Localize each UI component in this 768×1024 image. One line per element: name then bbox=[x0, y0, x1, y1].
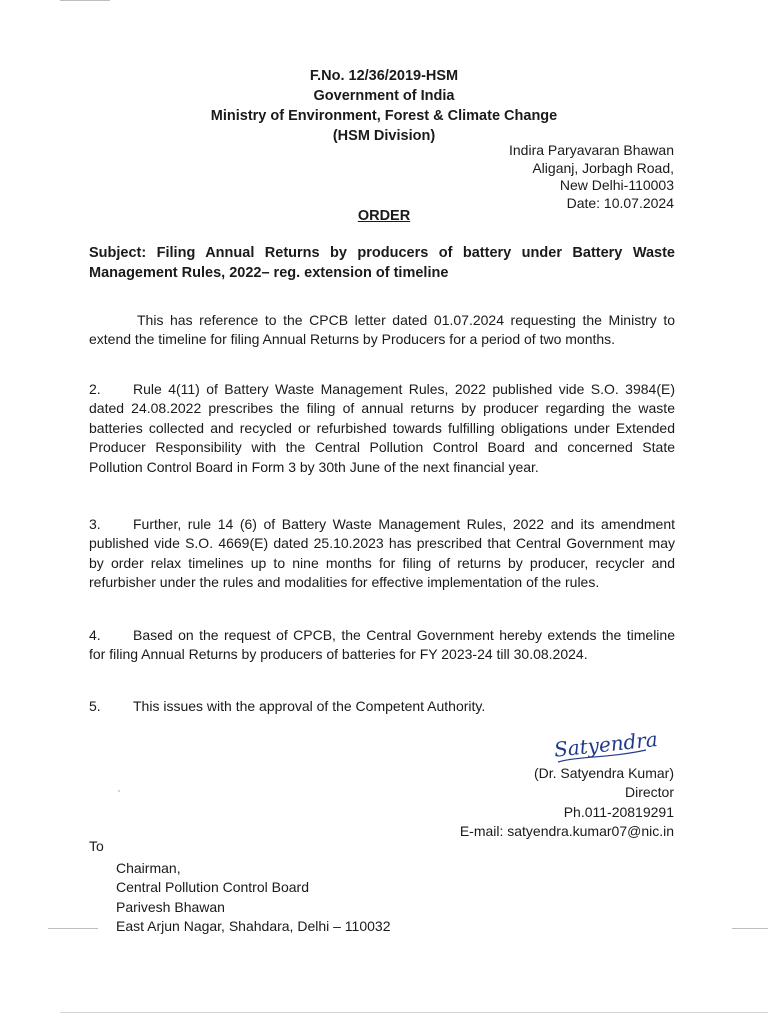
document-header bbox=[0, 66, 768, 146]
division-name: (HSM Division) bbox=[332, 128, 436, 144]
paragraph-4-text: Based on the request of CPCB, the Central Government hereby extends the timeline for filing Annual Returns by producers of batteries for FY 2023-24 till 30.08.2024. bbox=[89, 627, 675, 663]
subject-line: Subject: Filing Annual Returns by producers of battery under Battery Waste Management Rules, 2022– reg. extension of timeline bbox=[89, 245, 675, 281]
paragraph-5 bbox=[89, 697, 675, 716]
paragraph-4-number: 4. bbox=[89, 627, 101, 643]
government-name: Government of India bbox=[313, 88, 455, 104]
paragraph-1 bbox=[89, 311, 675, 350]
paragraph-5-number: 5. bbox=[89, 698, 101, 714]
paragraph-3 bbox=[89, 515, 675, 593]
signatory-designation: Director bbox=[624, 784, 674, 801]
recipient-line-4: East Arjun Nagar, Shahdara, Delhi – 110032 bbox=[116, 918, 391, 935]
recipient-address bbox=[116, 859, 390, 937]
paragraph-5-text: This issues with the approval of the Competent Authority. bbox=[133, 698, 486, 714]
office-address bbox=[509, 142, 674, 212]
recipient-line-1: Chairman, bbox=[116, 860, 181, 876]
paragraph-1-text: This has reference to the CPCB letter dated 01.07.2024 requesting the Ministry to extend the timeline for filing Annual Returns by Producers for a period of two months. bbox=[89, 312, 675, 348]
scan-artifact-right bbox=[732, 928, 768, 929]
scan-artifact-dot bbox=[118, 790, 120, 792]
file-number: F.No. 12/36/2019-HSM bbox=[309, 68, 459, 84]
signature-scribble: Satyendra bbox=[552, 727, 659, 762]
address-line-2: Aliganj, Jorbagh Road, bbox=[532, 159, 674, 176]
order-title: ORDER bbox=[357, 208, 411, 224]
ministry-name: Ministry of Environment, Forest & Climate Change bbox=[210, 108, 558, 124]
paragraph-3-text: Further, rule 14 (6) of Battery Waste Management Rules, 2022 and its amendment published vide S.O. 4669(E) dated 25.10.2023 has prescribed that Central Government may by order relax timelines up to nine months for filing of returns by producer, recycler and refurbisher under the rules and modalities for effective implementation of the rules. bbox=[89, 516, 675, 591]
paragraph-2 bbox=[89, 380, 675, 477]
to-label: To bbox=[89, 838, 104, 854]
recipient-line-3: Parivesh Bhawan bbox=[116, 898, 225, 915]
order-date: Date: 10.07.2024 bbox=[566, 194, 674, 211]
paragraph-3-number: 3. bbox=[89, 516, 101, 532]
paragraph-4 bbox=[89, 626, 675, 665]
address-line-1: Indira Paryavaran Bhawan bbox=[509, 142, 674, 158]
paragraph-2-number: 2. bbox=[89, 381, 101, 397]
scan-artifact-left bbox=[48, 928, 98, 929]
signatory-email: E-mail: satyendra.kumar07@nic.in bbox=[459, 823, 674, 840]
recipient-line-2: Central Pollution Control Board bbox=[116, 879, 309, 896]
scan-artifact-bottom bbox=[60, 1012, 768, 1013]
signatory-name: (Dr. Satyendra Kumar) bbox=[533, 765, 674, 781]
handwritten-signature bbox=[550, 726, 660, 766]
signatory-phone: Ph.011-20819291 bbox=[563, 803, 674, 820]
address-line-3: New Delhi-110003 bbox=[559, 177, 674, 193]
scan-artifact-top bbox=[60, 0, 110, 1]
paragraph-2-text: Rule 4(11) of Battery Waste Management Rules, 2022 published vide S.O. 3984(E) dated 24.08.2022 prescribes the filing of annual returns by producer regarding the waste batteries collected and recycled or refurbished towards fulfilling obligations under Extended Producer Responsibility with the Central Pollution Control Board and concerned State Pollution Control Board in Form 3 by 30th June of the next financial year. bbox=[89, 381, 675, 475]
signature-block bbox=[460, 764, 674, 842]
